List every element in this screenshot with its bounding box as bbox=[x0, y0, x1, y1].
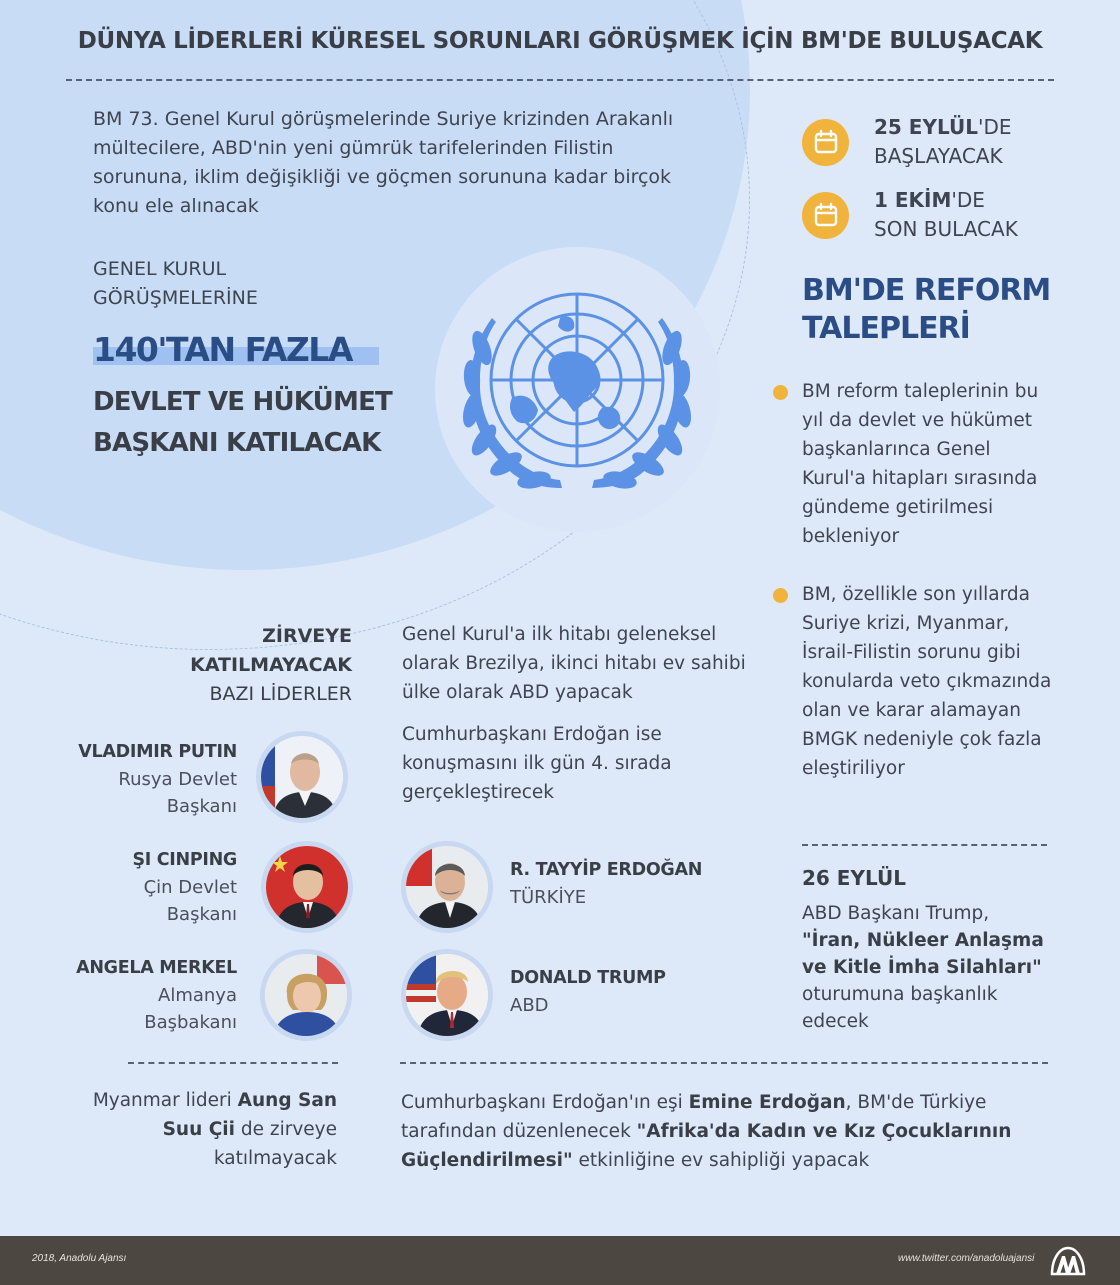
reform-bullet: BM reform taleplerinin bu yıl da devlet ve hükümet başkanlarınca Genel Kurul'a hitapları sırasında gündeme getirilmesi bekleniyor bbox=[802, 381, 1039, 547]
footer-twitter-link[interactable]: www.twitter.com/anadoluajansi bbox=[898, 1253, 1035, 1264]
portrait-putin bbox=[256, 731, 348, 823]
absent-leaders-subtitle: BAZI LİDERLER bbox=[209, 683, 352, 705]
calendar-icon bbox=[802, 119, 849, 166]
myanmar-note: Myanmar lideri Aung San Suu Çii de zirveye katılmayacak bbox=[92, 1090, 337, 1169]
erdogan-speech-text: Cumhurbaşkanı Erdoğan ise konuşmasını ilk gün 4. sırada gerçekleştirecek bbox=[402, 724, 672, 803]
emine-erdogan-note: Cumhurbaşkanı Erdoğan'ın eşi Emine Erdoğan, BM'de Türkiye tarafından düzenlenecek "Afrika'da Kadın ve Kız Çocuklarının Güçlendirilmesi" etkinliğine ev sahipliği yapacak bbox=[401, 1092, 1012, 1171]
participants-label: DEVLET VE HÜKÜMET BAŞKANI KATILACAK bbox=[93, 387, 392, 458]
absent-leaders-heading bbox=[110, 622, 352, 709]
page-title: DÜNYA LİDERLERİ KÜRESEL SORUNLARI GÖRÜŞMEK İÇİN BM'DE BULUŞACAK bbox=[77, 28, 1043, 54]
speaker-country: ABD bbox=[510, 995, 549, 1016]
first-speech-text: Genel Kurul'a ilk hitabı geleneksel olarak Brezilya, ikinci hitabı ev sahibi ülke olarak ABD yapacak bbox=[402, 624, 746, 703]
speaker-name: R. TAYYİP ERDOĞAN bbox=[510, 860, 703, 880]
start-date-day: 25 EYLÜL bbox=[874, 115, 978, 139]
end-date bbox=[802, 186, 1018, 244]
reform-bullet: BM, özellikle son yıllarda Suriye krizi, Myanmar, İsrail-Filistin sorunu gibi konularda veto çıkmazında olan ve karar alamayan BMGK nedeniyle çok fazla eleştiriliyor bbox=[802, 584, 1052, 779]
calendar-icon bbox=[802, 192, 849, 239]
leader-role: Rusya Devlet Başkanı bbox=[118, 769, 237, 817]
reform-title: BM'DE REFORM TALEPLERİ bbox=[802, 273, 1051, 346]
footer bbox=[0, 1236, 1120, 1285]
leader-role: Çin Devlet Başkanı bbox=[143, 877, 237, 925]
title-divider bbox=[66, 79, 1054, 81]
portrait-trump bbox=[401, 949, 493, 1041]
bullet-dot bbox=[773, 588, 788, 603]
session-text: ABD Başkanı Trump, "İran, Nükleer Anlaşma ve Kitle İmha Silahları" oturumuna başkanlık edecek bbox=[802, 903, 1044, 1032]
end-date-day: 1 EKİM bbox=[874, 188, 952, 212]
start-date-suffix: 'DE bbox=[977, 115, 1012, 139]
session-date: 26 EYLÜL bbox=[802, 866, 906, 890]
portrait-xi bbox=[261, 841, 353, 933]
leader-name: VLADIMIR PUTIN bbox=[78, 742, 237, 762]
reform-divider bbox=[802, 844, 1047, 846]
portrait-erdogan bbox=[401, 841, 493, 933]
leader-name: ANGELA MERKEL bbox=[76, 958, 237, 978]
un-emblem-icon bbox=[452, 288, 702, 503]
end-date-label: SON BULACAK bbox=[874, 217, 1018, 241]
bullet-dot bbox=[773, 385, 788, 400]
intro-text: BM 73. Genel Kurul görüşmelerinde Suriye krizinden Arakanlı mültecilere, ABD'nin yeni gümrük tarifelerinden Filistin sorununa, iklim değişikliği ve göçmen sorununa kadar birçok konu ele alınacak bbox=[93, 108, 674, 217]
leader-name: ŞI CINPING bbox=[132, 850, 237, 870]
start-date bbox=[802, 113, 1012, 171]
bottom-divider-right bbox=[400, 1062, 1048, 1064]
speaker-country: TÜRKİYE bbox=[510, 887, 587, 908]
speaker-name: DONALD TRUMP bbox=[510, 968, 666, 988]
bottom-divider-left bbox=[128, 1062, 338, 1064]
participant-count: 140'TAN FAZLA bbox=[93, 330, 352, 369]
portrait-merkel bbox=[260, 949, 352, 1041]
assembly-lead: GENEL KURUL GÖRÜŞMELERİNE bbox=[93, 258, 258, 309]
start-date-label: BAŞLAYACAK bbox=[874, 144, 1003, 168]
footer-copyright: 2018, Anadolu Ajansı bbox=[32, 1253, 127, 1264]
absent-leaders-title: ZİRVEYE KATILMAYACAK bbox=[190, 625, 352, 676]
anadolu-agency-logo-icon bbox=[1050, 1244, 1086, 1276]
leader-role: Almanya Başbakanı bbox=[144, 985, 237, 1033]
end-date-suffix: 'DE bbox=[951, 188, 985, 212]
